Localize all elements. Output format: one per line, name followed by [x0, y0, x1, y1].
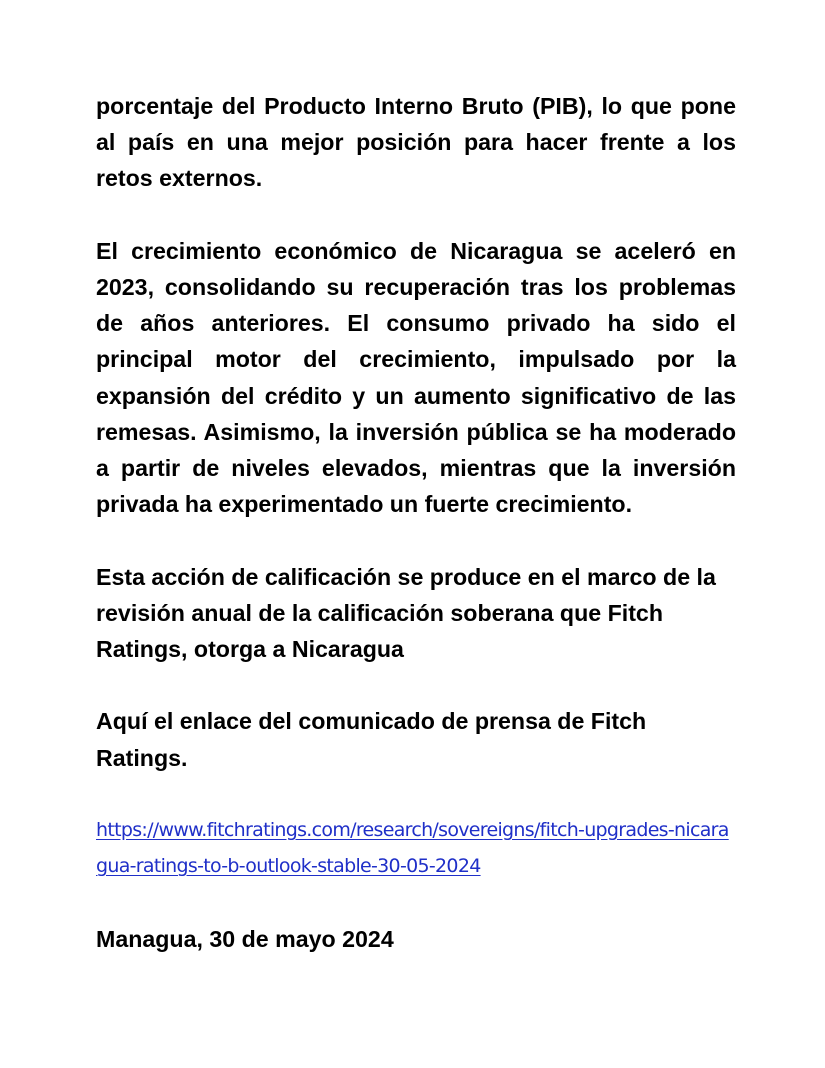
- paragraph-rating-action: Esta acción de calificación se produce en el marco de la revisión anual de la calificación soberana que Fitch Ratings, otorga a Nicaragua: [96, 563, 716, 663]
- dateline: Managua, 30 de mayo 2024: [96, 925, 394, 952]
- fitch-press-release-link[interactable]: https://www.fitchratings.com/research/sovereigns/fitch-upgrades-nicaragua-ratings-to-b-outlook-stable-30-05-2024: [96, 819, 729, 878]
- document-page: [96, 88, 736, 957]
- paragraph-link-intro: Aquí el enlace del comunicado de prensa de Fitch Ratings.: [96, 708, 647, 771]
- paragraph-economic-growth: El crecimiento económico de Nicaragua se aceleró en 2023, consolidando su recuperación tras los problemas de años anteriores. El consumo privado ha sido el principal motor del crecimiento, impulsado por la expansión del crédito y un aumento significativo de las remesas. Asimismo, la inversión pública se ha moderado a partir de niveles elevados, mientras que la inversión privada ha experimentado un fuerte crecimiento.: [96, 237, 736, 518]
- press-release-link-block: [96, 812, 736, 884]
- paragraph-reserves-pib: porcentaje del Producto Interno Bruto (PIB), lo que pone al país en una mejor posición para hacer frente a los retos externos.: [96, 93, 736, 192]
